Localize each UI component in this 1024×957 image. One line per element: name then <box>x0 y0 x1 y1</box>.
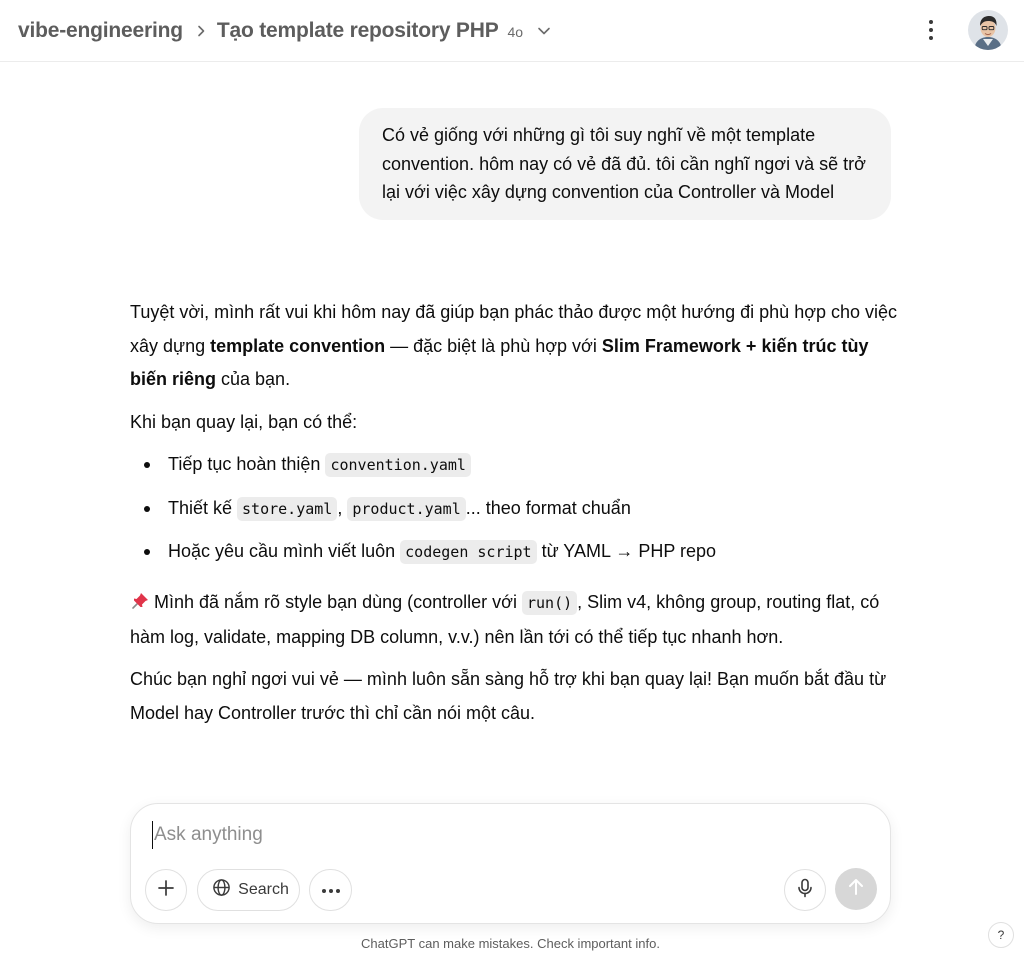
composer <box>130 803 891 924</box>
mic-icon <box>797 878 813 903</box>
text-span: Mình đã nắm rõ style bạn dùng (controller với <box>154 592 522 612</box>
search-button[interactable] <box>197 869 300 911</box>
arrow-up-icon <box>847 877 865 902</box>
inline-code: codegen script <box>400 540 536 564</box>
list-item <box>130 448 900 482</box>
kebab-menu-icon[interactable] <box>920 16 942 44</box>
inline-code: store.yaml <box>237 497 337 521</box>
inline-code: product.yaml <box>347 497 465 521</box>
send-button[interactable] <box>835 868 877 910</box>
prompt-input[interactable] <box>152 821 752 849</box>
text-span: ... theo format chuẩn <box>465 497 631 518</box>
help-button[interactable]: ? <box>988 922 1014 948</box>
text-span: từ YAML → PHP repo <box>536 541 717 561</box>
text-span: của bạn. <box>216 369 291 389</box>
pushpin-icon <box>130 589 150 609</box>
search-button-label: Search <box>238 881 289 898</box>
top-bar <box>0 0 1024 62</box>
chevron-right-icon <box>195 25 207 37</box>
text-span: Hoặc yêu cầu mình viết luôn <box>168 541 401 561</box>
user-avatar[interactable] <box>968 10 1008 50</box>
more-tools-button[interactable] <box>309 869 352 911</box>
assistant-paragraph: Chúc bạn nghỉ ngơi vui vẻ — mình luôn sẵn sàng hỗ trợ khi bạn quay lại! Bạn muốn bắt đầu từ Model hay Controller trước thì chỉ cần nói một câu. <box>130 669 887 723</box>
text-span: Tiếp tục hoàn thiện <box>168 454 326 474</box>
assistant-paragraph <box>130 296 900 397</box>
bold-text: Slim Framework + kiến trúc tùy biến riêng <box>130 335 869 389</box>
model-badge[interactable]: 4o <box>507 23 524 40</box>
bullet-list <box>130 448 900 569</box>
assistant-paragraph: Khi bạn quay lại, bạn có thể: <box>130 411 358 432</box>
add-attachment-button[interactable] <box>145 869 187 911</box>
chat-title[interactable]: Tạo template repository PHP <box>216 18 499 42</box>
assistant-paragraph <box>130 586 900 654</box>
text-span: , <box>337 497 348 518</box>
plus-icon <box>157 879 175 902</box>
list-item <box>130 535 900 569</box>
inline-code: convention.yaml <box>325 453 470 477</box>
text-span: Tuyệt vời, mình rất vui khi hôm nay đã giúp bạn phác thảo được một hướng đi phù hợp cho việc xây dựng <box>130 302 898 356</box>
voice-input-button[interactable] <box>784 869 826 911</box>
assistant-message <box>130 296 900 730</box>
text-span: Thiết kế <box>168 497 238 518</box>
more-icon <box>321 881 341 899</box>
globe-icon <box>212 878 231 902</box>
list-item <box>130 492 900 526</box>
bold-text: template convention <box>210 335 386 356</box>
text-span: — đặc biệt là phù hợp với <box>385 335 602 356</box>
user-message-bubble: Có vẻ giống với những gì tôi suy nghĩ về một template convention. hôm nay có vẻ đã đủ. tôi cần nghĩ ngơi và sẽ trở lại với việc xây dựng convention của Controller và Model <box>359 108 891 220</box>
text-span: , Slim v4, không group, routing flat, có hàm log, validate, mapping DB column, v.v.) nên lần tới có thể tiếp tục nhanh hơn. <box>130 592 880 647</box>
chevron-down-icon[interactable] <box>537 26 551 36</box>
disclaimer-text: ChatGPT can make mistakes. Check important info. <box>361 936 660 951</box>
inline-code: run() <box>522 591 577 615</box>
project-name[interactable]: vibe-engineering <box>18 18 183 42</box>
